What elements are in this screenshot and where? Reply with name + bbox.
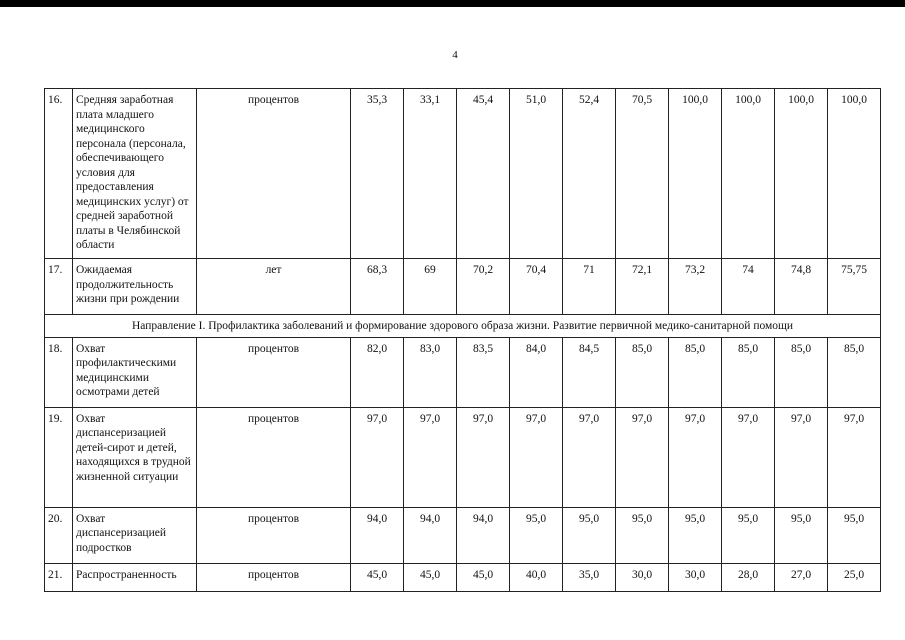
value-cell: 95,0	[616, 507, 669, 563]
section-title: Направление I. Профилактика заболеваний и формирование здорового образа жизни. Развитие первичной медико-санитарной помощи	[45, 315, 881, 338]
table-section	[45, 315, 881, 338]
value-cell: 74,8	[775, 259, 828, 315]
value-cell: 84,5	[563, 337, 616, 407]
value-cell: 45,0	[404, 563, 457, 591]
value-cell: 72,1	[616, 259, 669, 315]
value-cell: 69	[404, 259, 457, 315]
value-cell: 83,0	[404, 337, 457, 407]
value-cell: 95,0	[775, 507, 828, 563]
table-row	[45, 337, 881, 407]
row-number: 19.	[45, 407, 73, 507]
value-cell: 95,0	[669, 507, 722, 563]
value-cell: 74	[722, 259, 775, 315]
value-cell: 97,0	[616, 407, 669, 507]
value-cell: 97,0	[404, 407, 457, 507]
unit-cell: процентов	[197, 507, 351, 563]
table-body-top	[45, 89, 881, 315]
table-row	[45, 89, 881, 259]
value-cell: 30,0	[669, 563, 722, 591]
value-cell: 97,0	[563, 407, 616, 507]
value-cell: 82,0	[351, 337, 404, 407]
unit-cell: процентов	[197, 563, 351, 591]
value-cell: 52,4	[563, 89, 616, 259]
indicator-name: Охват диспансеризацией детей-сирот и детей, находящихся в трудной жизненной ситуации	[73, 407, 197, 507]
value-cell: 100,0	[669, 89, 722, 259]
value-cell: 83,5	[457, 337, 510, 407]
value-cell: 97,0	[669, 407, 722, 507]
table-body-bottom	[45, 337, 881, 591]
value-cell: 73,2	[669, 259, 722, 315]
indicator-name: Охват диспансеризацией подростков	[73, 507, 197, 563]
value-cell: 68,3	[351, 259, 404, 315]
unit-cell: процентов	[197, 407, 351, 507]
value-cell: 51,0	[510, 89, 563, 259]
value-cell: 71	[563, 259, 616, 315]
value-cell: 100,0	[828, 89, 881, 259]
row-number: 20.	[45, 507, 73, 563]
value-cell: 97,0	[775, 407, 828, 507]
indicator-name: Охват профилактическими медицинскими осмотрами детей	[73, 337, 197, 407]
page-number: 4	[452, 49, 458, 61]
value-cell: 45,4	[457, 89, 510, 259]
indicator-name: Ожидаемая продолжительность жизни при рождении	[73, 259, 197, 315]
value-cell: 45,0	[351, 563, 404, 591]
value-cell: 85,0	[828, 337, 881, 407]
value-cell: 85,0	[616, 337, 669, 407]
value-cell: 97,0	[351, 407, 404, 507]
unit-cell: лет	[197, 259, 351, 315]
value-cell: 85,0	[722, 337, 775, 407]
value-cell: 94,0	[404, 507, 457, 563]
value-cell: 95,0	[828, 507, 881, 563]
table-row	[45, 407, 881, 507]
value-cell: 97,0	[510, 407, 563, 507]
table-row	[45, 259, 881, 315]
row-number: 17.	[45, 259, 73, 315]
indicators-table	[44, 88, 881, 592]
value-cell: 33,1	[404, 89, 457, 259]
indicator-name: Средняя заработная плата младшего медицинского персонала (персонала, обеспечивающего условия для предоставления медицинских услуг) от средней заработной платы в Челябинской области	[73, 89, 197, 259]
value-cell: 95,0	[510, 507, 563, 563]
value-cell: 95,0	[563, 507, 616, 563]
value-cell: 85,0	[775, 337, 828, 407]
table-row	[45, 563, 881, 591]
value-cell: 70,4	[510, 259, 563, 315]
value-cell: 40,0	[510, 563, 563, 591]
value-cell: 35,3	[351, 89, 404, 259]
value-cell: 100,0	[722, 89, 775, 259]
section-row	[45, 315, 881, 338]
value-cell: 27,0	[775, 563, 828, 591]
scan-top-border	[0, 0, 905, 7]
value-cell: 97,0	[722, 407, 775, 507]
unit-cell: процентов	[197, 89, 351, 259]
value-cell: 97,0	[828, 407, 881, 507]
value-cell: 85,0	[669, 337, 722, 407]
row-number: 18.	[45, 337, 73, 407]
value-cell: 25,0	[828, 563, 881, 591]
table-row	[45, 507, 881, 563]
value-cell: 70,5	[616, 89, 669, 259]
value-cell: 94,0	[457, 507, 510, 563]
value-cell: 84,0	[510, 337, 563, 407]
value-cell: 35,0	[563, 563, 616, 591]
row-number: 16.	[45, 89, 73, 259]
value-cell: 30,0	[616, 563, 669, 591]
indicator-name: Распространенность	[73, 563, 197, 591]
unit-cell: процентов	[197, 337, 351, 407]
value-cell: 97,0	[457, 407, 510, 507]
value-cell: 100,0	[775, 89, 828, 259]
value-cell: 28,0	[722, 563, 775, 591]
row-number: 21.	[45, 563, 73, 591]
value-cell: 75,75	[828, 259, 881, 315]
value-cell: 94,0	[351, 507, 404, 563]
value-cell: 45,0	[457, 563, 510, 591]
value-cell: 70,2	[457, 259, 510, 315]
value-cell: 95,0	[722, 507, 775, 563]
